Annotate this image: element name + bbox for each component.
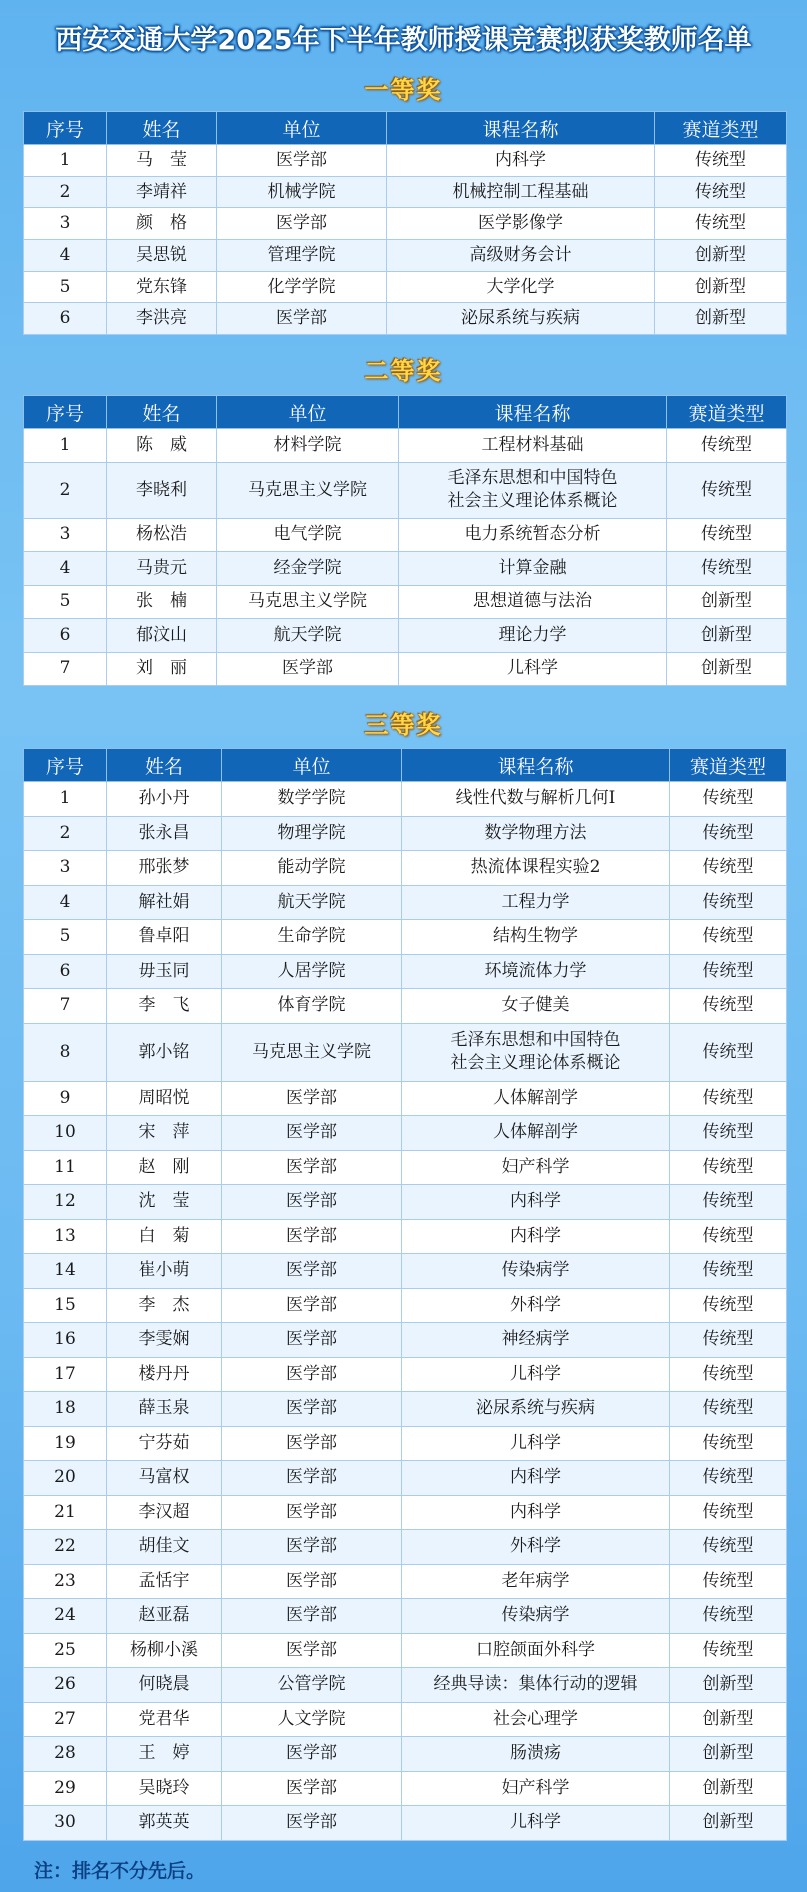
cell-name: 何晓晨 (107, 1668, 222, 1703)
cell-name: 张 楠 (107, 585, 217, 619)
table-header-row (24, 749, 787, 782)
cell-index: 11 (24, 1150, 107, 1185)
table-row (24, 885, 787, 920)
cell-unit: 人文学院 (222, 1702, 402, 1737)
cell-name: 崔小萌 (107, 1254, 222, 1289)
cell-course: 经典导读：集体行动的逻辑 (402, 1668, 670, 1703)
cell-unit: 医学部 (222, 1737, 402, 1772)
cell-unit: 医学部 (217, 208, 387, 240)
cell-course: 数学物理方法 (402, 816, 670, 851)
cell-course: 儿科学 (402, 1426, 670, 1461)
cell-unit: 电气学院 (217, 518, 399, 552)
cell-course: 儿科学 (399, 652, 667, 686)
cell-unit: 医学部 (217, 145, 387, 177)
table-row (24, 1495, 787, 1530)
cell-track: 传统型 (667, 518, 787, 552)
cell-track: 传统型 (670, 1185, 787, 1220)
cell-course: 口腔颌面外科学 (402, 1633, 670, 1668)
cell-track: 传统型 (670, 1461, 787, 1496)
cell-index: 5 (24, 585, 107, 619)
cell-index: 7 (24, 989, 107, 1024)
table-row (24, 1357, 787, 1392)
cell-index: 2 (24, 176, 107, 208)
cell-name: 宋 萍 (107, 1116, 222, 1151)
cell-course: 内科学 (402, 1219, 670, 1254)
cell-index: 28 (24, 1737, 107, 1772)
cell-name: 毋玉同 (107, 954, 222, 989)
table-row (24, 1116, 787, 1151)
section-title-second-prize: 二等奖 (364, 357, 443, 385)
table-row (24, 1323, 787, 1358)
cell-index: 19 (24, 1426, 107, 1461)
table-row (24, 1288, 787, 1323)
cell-course (402, 1023, 670, 1081)
cell-name: 孟恬宇 (107, 1564, 222, 1599)
cell-course: 线性代数与解析几何Ⅰ (402, 782, 670, 817)
cell-unit: 能动学院 (222, 851, 402, 886)
table-row (24, 518, 787, 552)
cell-unit: 医学部 (222, 1116, 402, 1151)
table-row (24, 1081, 787, 1116)
cell-index: 2 (24, 462, 107, 518)
table-row (24, 1185, 787, 1220)
cell-course: 外科学 (402, 1530, 670, 1565)
cell-index: 27 (24, 1702, 107, 1737)
cell-course: 工程力学 (402, 885, 670, 920)
cell-index: 1 (24, 145, 107, 177)
section-title-first-prize: 一等奖 (364, 76, 443, 104)
cell-track: 传统型 (670, 1392, 787, 1427)
cell-course: 热流体课程实验2 (402, 851, 670, 886)
cell-unit: 医学部 (222, 1081, 402, 1116)
table-row (24, 954, 787, 989)
column-header-name: 姓名 (107, 749, 222, 782)
column-header-index: 序号 (24, 112, 107, 145)
table-row (24, 145, 787, 177)
cell-name: 邢张梦 (107, 851, 222, 886)
cell-unit: 医学部 (217, 303, 387, 335)
cell-track: 传统型 (670, 1150, 787, 1185)
cell-name: 郭小铭 (107, 1023, 222, 1081)
table-row (24, 782, 787, 817)
cell-track: 传统型 (670, 1288, 787, 1323)
cell-unit: 材料学院 (217, 429, 399, 463)
cell-track: 创新型 (655, 240, 787, 272)
cell-index: 6 (24, 954, 107, 989)
cell-track: 传统型 (667, 429, 787, 463)
cell-track: 创新型 (670, 1702, 787, 1737)
cell-name: 杨柳小溪 (107, 1633, 222, 1668)
column-header-unit: 单位 (217, 396, 399, 429)
page-title: 西安交通大学2025年下半年教师授课竞赛拟获奖教师名单 (55, 25, 752, 56)
cell-index: 3 (24, 518, 107, 552)
cell-track: 传统型 (667, 552, 787, 586)
table-row (24, 1633, 787, 1668)
cell-name: 周昭悦 (107, 1081, 222, 1116)
cell-unit: 机械学院 (217, 176, 387, 208)
cell-unit: 医学部 (222, 1219, 402, 1254)
cell-track: 传统型 (670, 1357, 787, 1392)
cell-index: 4 (24, 552, 107, 586)
cell-name: 李汉超 (107, 1495, 222, 1530)
cell-line: 毛泽东思想和中国特色 (450, 1030, 621, 1050)
cell-course: 计算金融 (399, 552, 667, 586)
cell-index: 17 (24, 1357, 107, 1392)
cell-name: 吴思锐 (107, 240, 217, 272)
cell-name: 吴晓玲 (107, 1771, 222, 1806)
cell-unit: 物理学院 (222, 816, 402, 851)
cell-index: 23 (24, 1564, 107, 1599)
cell-track: 传统型 (670, 1599, 787, 1634)
cell-track: 传统型 (670, 1254, 787, 1289)
cell-name: 王 婷 (107, 1737, 222, 1772)
cell-index: 15 (24, 1288, 107, 1323)
table-row (24, 652, 787, 686)
cell-index: 26 (24, 1668, 107, 1703)
column-header-track: 赛道类型 (655, 112, 787, 145)
table-row (24, 1599, 787, 1634)
cell-unit: 医学部 (222, 1633, 402, 1668)
table-row (24, 851, 787, 886)
cell-track: 传统型 (655, 176, 787, 208)
cell-course: 思想道德与法治 (399, 585, 667, 619)
cell-name: 党君华 (107, 1702, 222, 1737)
cell-index: 1 (24, 429, 107, 463)
table-row (24, 1564, 787, 1599)
cell-course: 结构生物学 (402, 920, 670, 955)
table-row (24, 271, 787, 303)
cell-track: 传统型 (670, 920, 787, 955)
cell-name: 胡佳文 (107, 1530, 222, 1565)
cell-course: 内科学 (402, 1495, 670, 1530)
cell-name: 李洪亮 (107, 303, 217, 335)
cell-name: 张永昌 (107, 816, 222, 851)
table-row (24, 816, 787, 851)
cell-course: 理论力学 (399, 619, 667, 653)
cell-unit: 管理学院 (217, 240, 387, 272)
cell-course: 内科学 (402, 1461, 670, 1496)
table-row (24, 1392, 787, 1427)
cell-unit: 数学学院 (222, 782, 402, 817)
cell-course (399, 462, 667, 518)
cell-index: 21 (24, 1495, 107, 1530)
cell-line: 社会主义理论体系概论 (450, 1053, 621, 1073)
cell-index: 1 (24, 782, 107, 817)
cell-track: 传统型 (670, 1495, 787, 1530)
cell-index: 24 (24, 1599, 107, 1634)
cell-name: 李晓利 (107, 462, 217, 518)
cell-name: 马富权 (107, 1461, 222, 1496)
cell-index: 25 (24, 1633, 107, 1668)
cell-course: 儿科学 (402, 1806, 670, 1841)
table-row (24, 1219, 787, 1254)
table-row (24, 1461, 787, 1496)
cell-track: 传统型 (655, 145, 787, 177)
cell-course: 工程材料基础 (399, 429, 667, 463)
table-row (24, 1702, 787, 1737)
cell-track: 创新型 (667, 619, 787, 653)
cell-name: 白 菊 (107, 1219, 222, 1254)
cell-track: 传统型 (670, 1023, 787, 1081)
cell-index: 2 (24, 816, 107, 851)
cell-course: 妇产科学 (402, 1771, 670, 1806)
cell-track: 传统型 (670, 1633, 787, 1668)
cell-unit: 马克思主义学院 (217, 462, 399, 518)
table-row (24, 1023, 787, 1081)
cell-unit: 医学部 (222, 1426, 402, 1461)
column-header-track: 赛道类型 (670, 749, 787, 782)
cell-track: 创新型 (670, 1806, 787, 1841)
section-title-third-prize: 三等奖 (364, 711, 443, 739)
table-row (24, 1806, 787, 1841)
cell-index: 18 (24, 1392, 107, 1427)
cell-track: 传统型 (670, 1081, 787, 1116)
cell-name: 薛玉泉 (107, 1392, 222, 1427)
cell-unit: 医学部 (222, 1185, 402, 1220)
cell-track: 传统型 (670, 885, 787, 920)
cell-name: 刘 丽 (107, 652, 217, 686)
cell-track: 传统型 (670, 1219, 787, 1254)
cell-unit: 化学学院 (217, 271, 387, 303)
cell-course: 机械控制工程基础 (387, 176, 655, 208)
cell-unit: 公管学院 (222, 1668, 402, 1703)
table-row (24, 1771, 787, 1806)
cell-unit: 医学部 (222, 1323, 402, 1358)
cell-index: 5 (24, 271, 107, 303)
cell-index: 3 (24, 851, 107, 886)
cell-name: 陈 威 (107, 429, 217, 463)
cell-index: 6 (24, 303, 107, 335)
cell-track: 创新型 (667, 585, 787, 619)
table-row (24, 462, 787, 518)
cell-index: 6 (24, 619, 107, 653)
table-row (24, 1426, 787, 1461)
cell-track: 传统型 (670, 816, 787, 851)
cell-course: 泌尿系统与疾病 (387, 303, 655, 335)
cell-unit: 医学部 (222, 1392, 402, 1427)
column-header-course: 课程名称 (387, 112, 655, 145)
cell-course: 老年病学 (402, 1564, 670, 1599)
cell-index: 10 (24, 1116, 107, 1151)
cell-index: 14 (24, 1254, 107, 1289)
cell-name: 马贵元 (107, 552, 217, 586)
column-header-track: 赛道类型 (667, 396, 787, 429)
cell-track: 传统型 (667, 462, 787, 518)
cell-name: 党东锋 (107, 271, 217, 303)
column-header-name: 姓名 (107, 396, 217, 429)
table-row (24, 1737, 787, 1772)
cell-track: 创新型 (670, 1668, 787, 1703)
cell-name: 解社娟 (107, 885, 222, 920)
cell-course: 神经病学 (402, 1323, 670, 1358)
table-row (24, 1668, 787, 1703)
cell-name: 杨松浩 (107, 518, 217, 552)
cell-course: 内科学 (387, 145, 655, 177)
cell-course: 妇产科学 (402, 1150, 670, 1185)
cell-track: 创新型 (667, 652, 787, 686)
cell-track: 传统型 (670, 1530, 787, 1565)
cell-track: 传统型 (670, 851, 787, 886)
cell-index: 9 (24, 1081, 107, 1116)
cell-unit: 航天学院 (217, 619, 399, 653)
cell-course: 环境流体力学 (402, 954, 670, 989)
cell-unit: 医学部 (222, 1461, 402, 1496)
cell-unit: 航天学院 (222, 885, 402, 920)
cell-name: 李雯娴 (107, 1323, 222, 1358)
cell-line: 社会主义理论体系概论 (447, 491, 618, 511)
cell-line: 毛泽东思想和中国特色 (447, 468, 618, 488)
table-row (24, 989, 787, 1024)
table-row (24, 1254, 787, 1289)
cell-index: 4 (24, 885, 107, 920)
cell-unit: 生命学院 (222, 920, 402, 955)
cell-course: 电力系统暂态分析 (399, 518, 667, 552)
table-row (24, 1530, 787, 1565)
cell-index: 12 (24, 1185, 107, 1220)
third-prize-table (23, 748, 787, 1841)
cell-unit: 人居学院 (222, 954, 402, 989)
cell-unit: 医学部 (222, 1288, 402, 1323)
cell-index: 29 (24, 1771, 107, 1806)
column-header-unit: 单位 (222, 749, 402, 782)
table-row (24, 176, 787, 208)
cell-index: 16 (24, 1323, 107, 1358)
table-row (24, 208, 787, 240)
column-header-course: 课程名称 (402, 749, 670, 782)
cell-track: 传统型 (670, 1116, 787, 1151)
cell-course: 外科学 (402, 1288, 670, 1323)
cell-index: 20 (24, 1461, 107, 1496)
cell-unit: 医学部 (222, 1495, 402, 1530)
cell-index: 3 (24, 208, 107, 240)
cell-track: 传统型 (670, 1323, 787, 1358)
cell-name: 郭英英 (107, 1806, 222, 1841)
cell-course: 人体解剖学 (402, 1116, 670, 1151)
cell-unit: 医学部 (217, 652, 399, 686)
cell-name: 孙小丹 (107, 782, 222, 817)
cell-unit: 医学部 (222, 1599, 402, 1634)
cell-name: 马 莹 (107, 145, 217, 177)
cell-name: 鲁卓阳 (107, 920, 222, 955)
table-header-row (24, 112, 787, 145)
cell-course: 社会心理学 (402, 1702, 670, 1737)
table-row (24, 920, 787, 955)
cell-track: 创新型 (655, 303, 787, 335)
column-header-index: 序号 (24, 396, 107, 429)
cell-index: 5 (24, 920, 107, 955)
cell-course: 人体解剖学 (402, 1081, 670, 1116)
table-row (24, 303, 787, 335)
table-row (24, 552, 787, 586)
cell-name: 李靖祥 (107, 176, 217, 208)
cell-course: 高级财务会计 (387, 240, 655, 272)
first-prize-table (23, 111, 787, 335)
cell-track: 传统型 (670, 989, 787, 1024)
table-row (24, 619, 787, 653)
cell-unit: 医学部 (222, 1357, 402, 1392)
table-row (24, 240, 787, 272)
cell-course: 女子健美 (402, 989, 670, 1024)
cell-unit: 医学部 (222, 1564, 402, 1599)
cell-name: 楼丹丹 (107, 1357, 222, 1392)
cell-index: 22 (24, 1530, 107, 1565)
cell-name: 沈 莹 (107, 1185, 222, 1220)
cell-name: 宁芬茹 (107, 1426, 222, 1461)
cell-course: 大学化学 (387, 271, 655, 303)
cell-course: 内科学 (402, 1185, 670, 1220)
cell-unit: 马克思主义学院 (217, 585, 399, 619)
cell-course: 传染病学 (402, 1599, 670, 1634)
cell-track: 传统型 (670, 782, 787, 817)
cell-index: 13 (24, 1219, 107, 1254)
cell-course: 肠溃疡 (402, 1737, 670, 1772)
cell-track: 传统型 (670, 954, 787, 989)
cell-unit: 医学部 (222, 1254, 402, 1289)
cell-name: 郁汶山 (107, 619, 217, 653)
cell-index: 30 (24, 1806, 107, 1841)
cell-unit: 医学部 (222, 1530, 402, 1565)
table-row (24, 1150, 787, 1185)
cell-unit: 医学部 (222, 1806, 402, 1841)
table-row (24, 429, 787, 463)
cell-track: 创新型 (670, 1771, 787, 1806)
cell-name: 赵亚磊 (107, 1599, 222, 1634)
column-header-course: 课程名称 (399, 396, 667, 429)
cell-unit: 医学部 (222, 1150, 402, 1185)
column-header-name: 姓名 (107, 112, 217, 145)
cell-unit: 医学部 (222, 1771, 402, 1806)
table-row (24, 585, 787, 619)
cell-name: 赵 刚 (107, 1150, 222, 1185)
cell-course: 传染病学 (402, 1254, 670, 1289)
cell-track: 创新型 (655, 271, 787, 303)
cell-track: 创新型 (670, 1737, 787, 1772)
cell-index: 4 (24, 240, 107, 272)
cell-track: 传统型 (655, 208, 787, 240)
table-header-row (24, 396, 787, 429)
cell-course: 医学影像学 (387, 208, 655, 240)
cell-track: 传统型 (670, 1426, 787, 1461)
cell-index: 7 (24, 652, 107, 686)
cell-index: 8 (24, 1023, 107, 1081)
cell-name: 李 飞 (107, 989, 222, 1024)
column-header-index: 序号 (24, 749, 107, 782)
cell-name: 颜 格 (107, 208, 217, 240)
cell-name: 李 杰 (107, 1288, 222, 1323)
cell-course: 泌尿系统与疾病 (402, 1392, 670, 1427)
cell-unit: 体育学院 (222, 989, 402, 1024)
cell-unit: 马克思主义学院 (222, 1023, 402, 1081)
second-prize-table (23, 395, 787, 686)
column-header-unit: 单位 (217, 112, 387, 145)
cell-track: 传统型 (670, 1564, 787, 1599)
cell-unit: 经金学院 (217, 552, 399, 586)
footnote: 注：排名不分先后。 (34, 1860, 206, 1882)
cell-course: 儿科学 (402, 1357, 670, 1392)
